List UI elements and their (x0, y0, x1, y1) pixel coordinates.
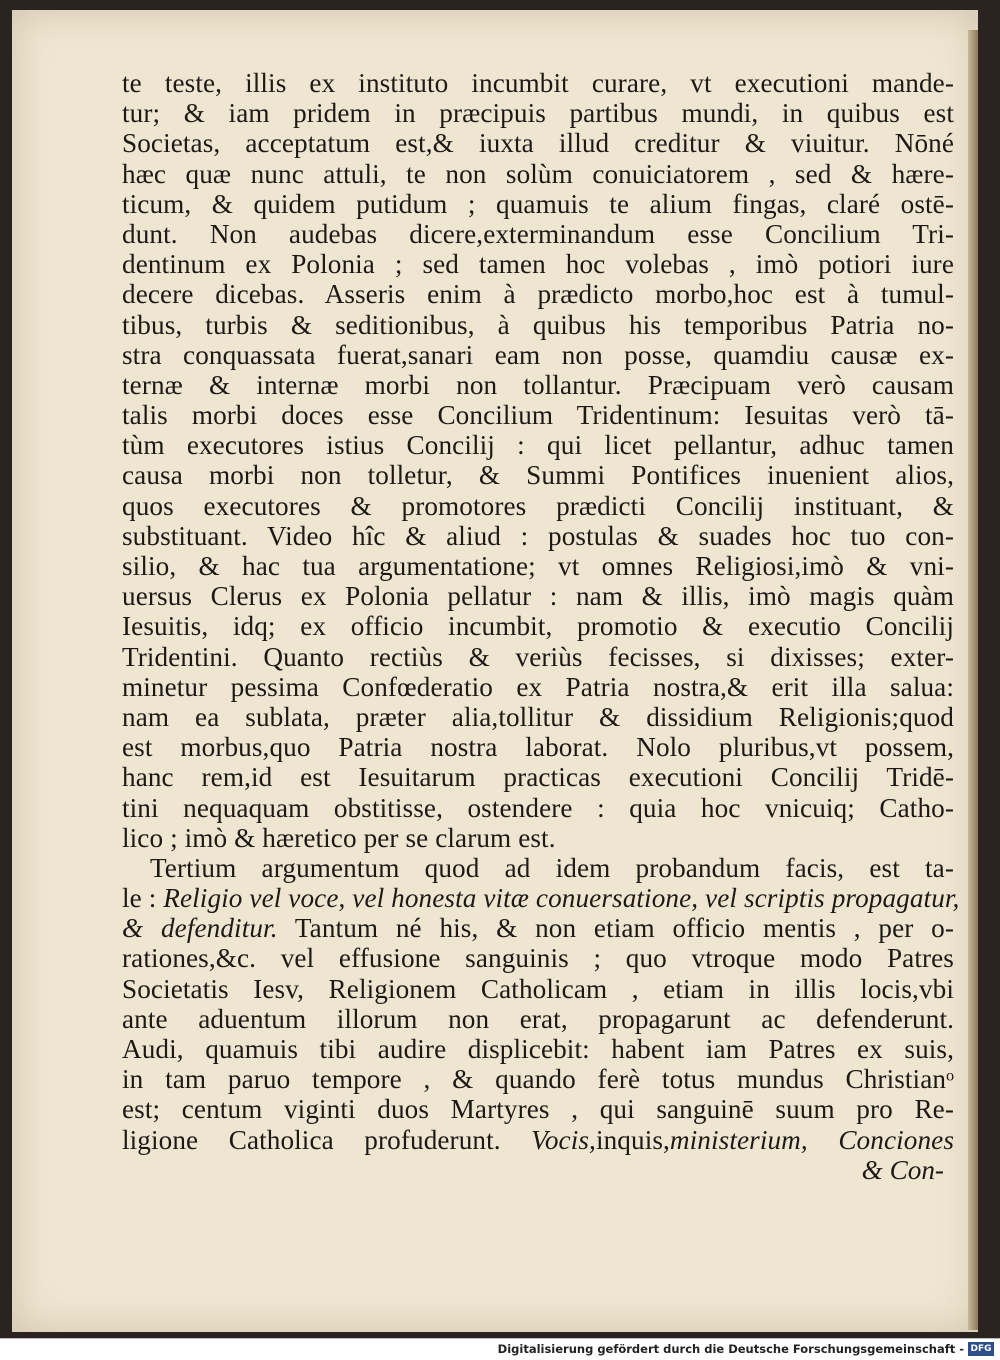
text-line: tini nequaquam obstitisse, ostendere : quia hoc vnicuiq; Catho- (122, 792, 954, 823)
text-line: ante aduentum illorum non erat, propagarunt ac defenderunt. (122, 1003, 954, 1034)
text-line: hanc rem,id est Iesuitarum practicas executioni Concilij Tridē- (122, 762, 954, 793)
text-line: Societatis Iesv, Religionem Catholicam , etiam in illis locis,vbi (122, 973, 954, 1004)
footer-bar (0, 1338, 1000, 1360)
text-run: inquis, (595, 1124, 670, 1155)
text-line: Societas, acceptatum est,& iuxta illud creditur & viuitur. Nōné (122, 128, 954, 159)
text-run: ligione Catholica profuderunt. (122, 1124, 532, 1155)
page-edge (968, 30, 978, 1330)
text-line: nam ea sublata, præter alia,tollitur & dissidium Religionis;quod (122, 701, 954, 732)
footer-credit: Digitalisierung gefördert durch die Deutsche Forschungsgemeinschaft - (497, 1342, 964, 1356)
text-line: ticum, & quidem putidum ; quamuis te alium fingas, claré ostē- (122, 188, 954, 219)
text-line: tùm executores istius Concilij : qui licet pellantur, adhuc tamen (122, 430, 954, 461)
italic-word: Vocis, (531, 1124, 596, 1155)
text-line: minetur pessima Confœderatio ex Patria nostra,& erit illa salua: (122, 671, 954, 702)
text-line: est morbus,quo Patria nostra laborat. Nolo pluribus,vt possem, (122, 732, 954, 763)
text-line: Tertium argumentum quod ad idem probandum facis, est ta- (150, 852, 954, 883)
text-line: te teste, illis ex instituto incumbit curare, vt executioni mande- (122, 68, 954, 98)
text-line: uersus Clerus ex Polonia pellatur : nam & illis, imò magis quàm (122, 581, 954, 612)
text-run: Tantum né his, & non etiam officio mentis , per o- (277, 913, 955, 944)
italic-quotation: ministerium, Conciones (669, 1124, 954, 1155)
text-line: silio, & hac tua argumentatione; vt omnes Religiosi,imò & vni- (122, 551, 954, 581)
text-line: talis morbi doces esse Concilium Tridentinum: Iesuitas verò tā- (122, 400, 954, 431)
text-line: decere dicebas. Asseris enim à prædicto morbo,hoc est à tumul- (122, 279, 954, 310)
text-line: quos executores & promotores prædicti Concilij instituant, & (122, 490, 954, 521)
text-line: in tam paruo tempore , & quando ferè totus mundus Christianᵒ (122, 1064, 954, 1095)
page-text (122, 68, 960, 1185)
text-line: dunt. Non audebas dicere,exterminandum esse Concilium Tri- (122, 218, 954, 249)
text-line: tur; & iam pridem in præcipuis partibus mundi, in quibus est (122, 98, 954, 129)
text-line: stra conquassata fuerat,sanari eam non posse, quamdiu causæ ex- (122, 339, 954, 370)
text-line: ternæ & internæ morbi non tollantur. Præcipuam verò causam (122, 369, 954, 400)
text-line: causa morbi non tolletur, & Summi Pontifices inuenient alios, (122, 460, 954, 491)
text-line (122, 1125, 954, 1155)
text-line (122, 883, 960, 914)
text-line (122, 913, 954, 943)
text-line: rationes,&c. vel effusione sanguinis ; quo vtroque modo Patres (122, 943, 954, 974)
text-line: Iesuitis, idq; ex officio incumbit, promotio & executio Concilij (122, 611, 954, 642)
text-line: lico ; imò & hæretico per se clarum est. (122, 822, 556, 853)
paragraph-1 (122, 68, 954, 853)
book-page (12, 10, 978, 1332)
text-line: hæc quæ nunc attuli, te non solùm conuiciatorem , sed & hære- (122, 158, 954, 189)
text-line: Audi, quamuis tibi audire displicebit: habent iam Patres ex suis, (122, 1034, 954, 1064)
text-line: Tridentini. Quanto rectiùs & veriùs fecisses, si dixisses; exter- (122, 641, 954, 672)
text-line: est; centum viginti duos Martyres , qui sanguinē suum pro Re- (122, 1094, 954, 1125)
paragraph-2 (122, 943, 954, 1124)
text-line: dentinum ex Polonia ; sed tamen hoc volebas , imò potiori iure (122, 249, 954, 280)
italic-quotation: & defenditur. (122, 913, 278, 944)
text-run: le : (122, 883, 164, 914)
text-line: substituant. Video hîc & aliud : postulas & suades hoc tuo con- (122, 520, 954, 551)
text-line: tibus, turbis & seditionibus, à quibus his temporibus Patria no- (122, 309, 954, 340)
italic-quotation: Religio vel voce, vel honesta vitæ conuersatione, vel scriptis propagatur, (163, 883, 960, 914)
catchword: & Con- (861, 1154, 944, 1185)
dfg-logo: DFG (968, 1342, 994, 1356)
